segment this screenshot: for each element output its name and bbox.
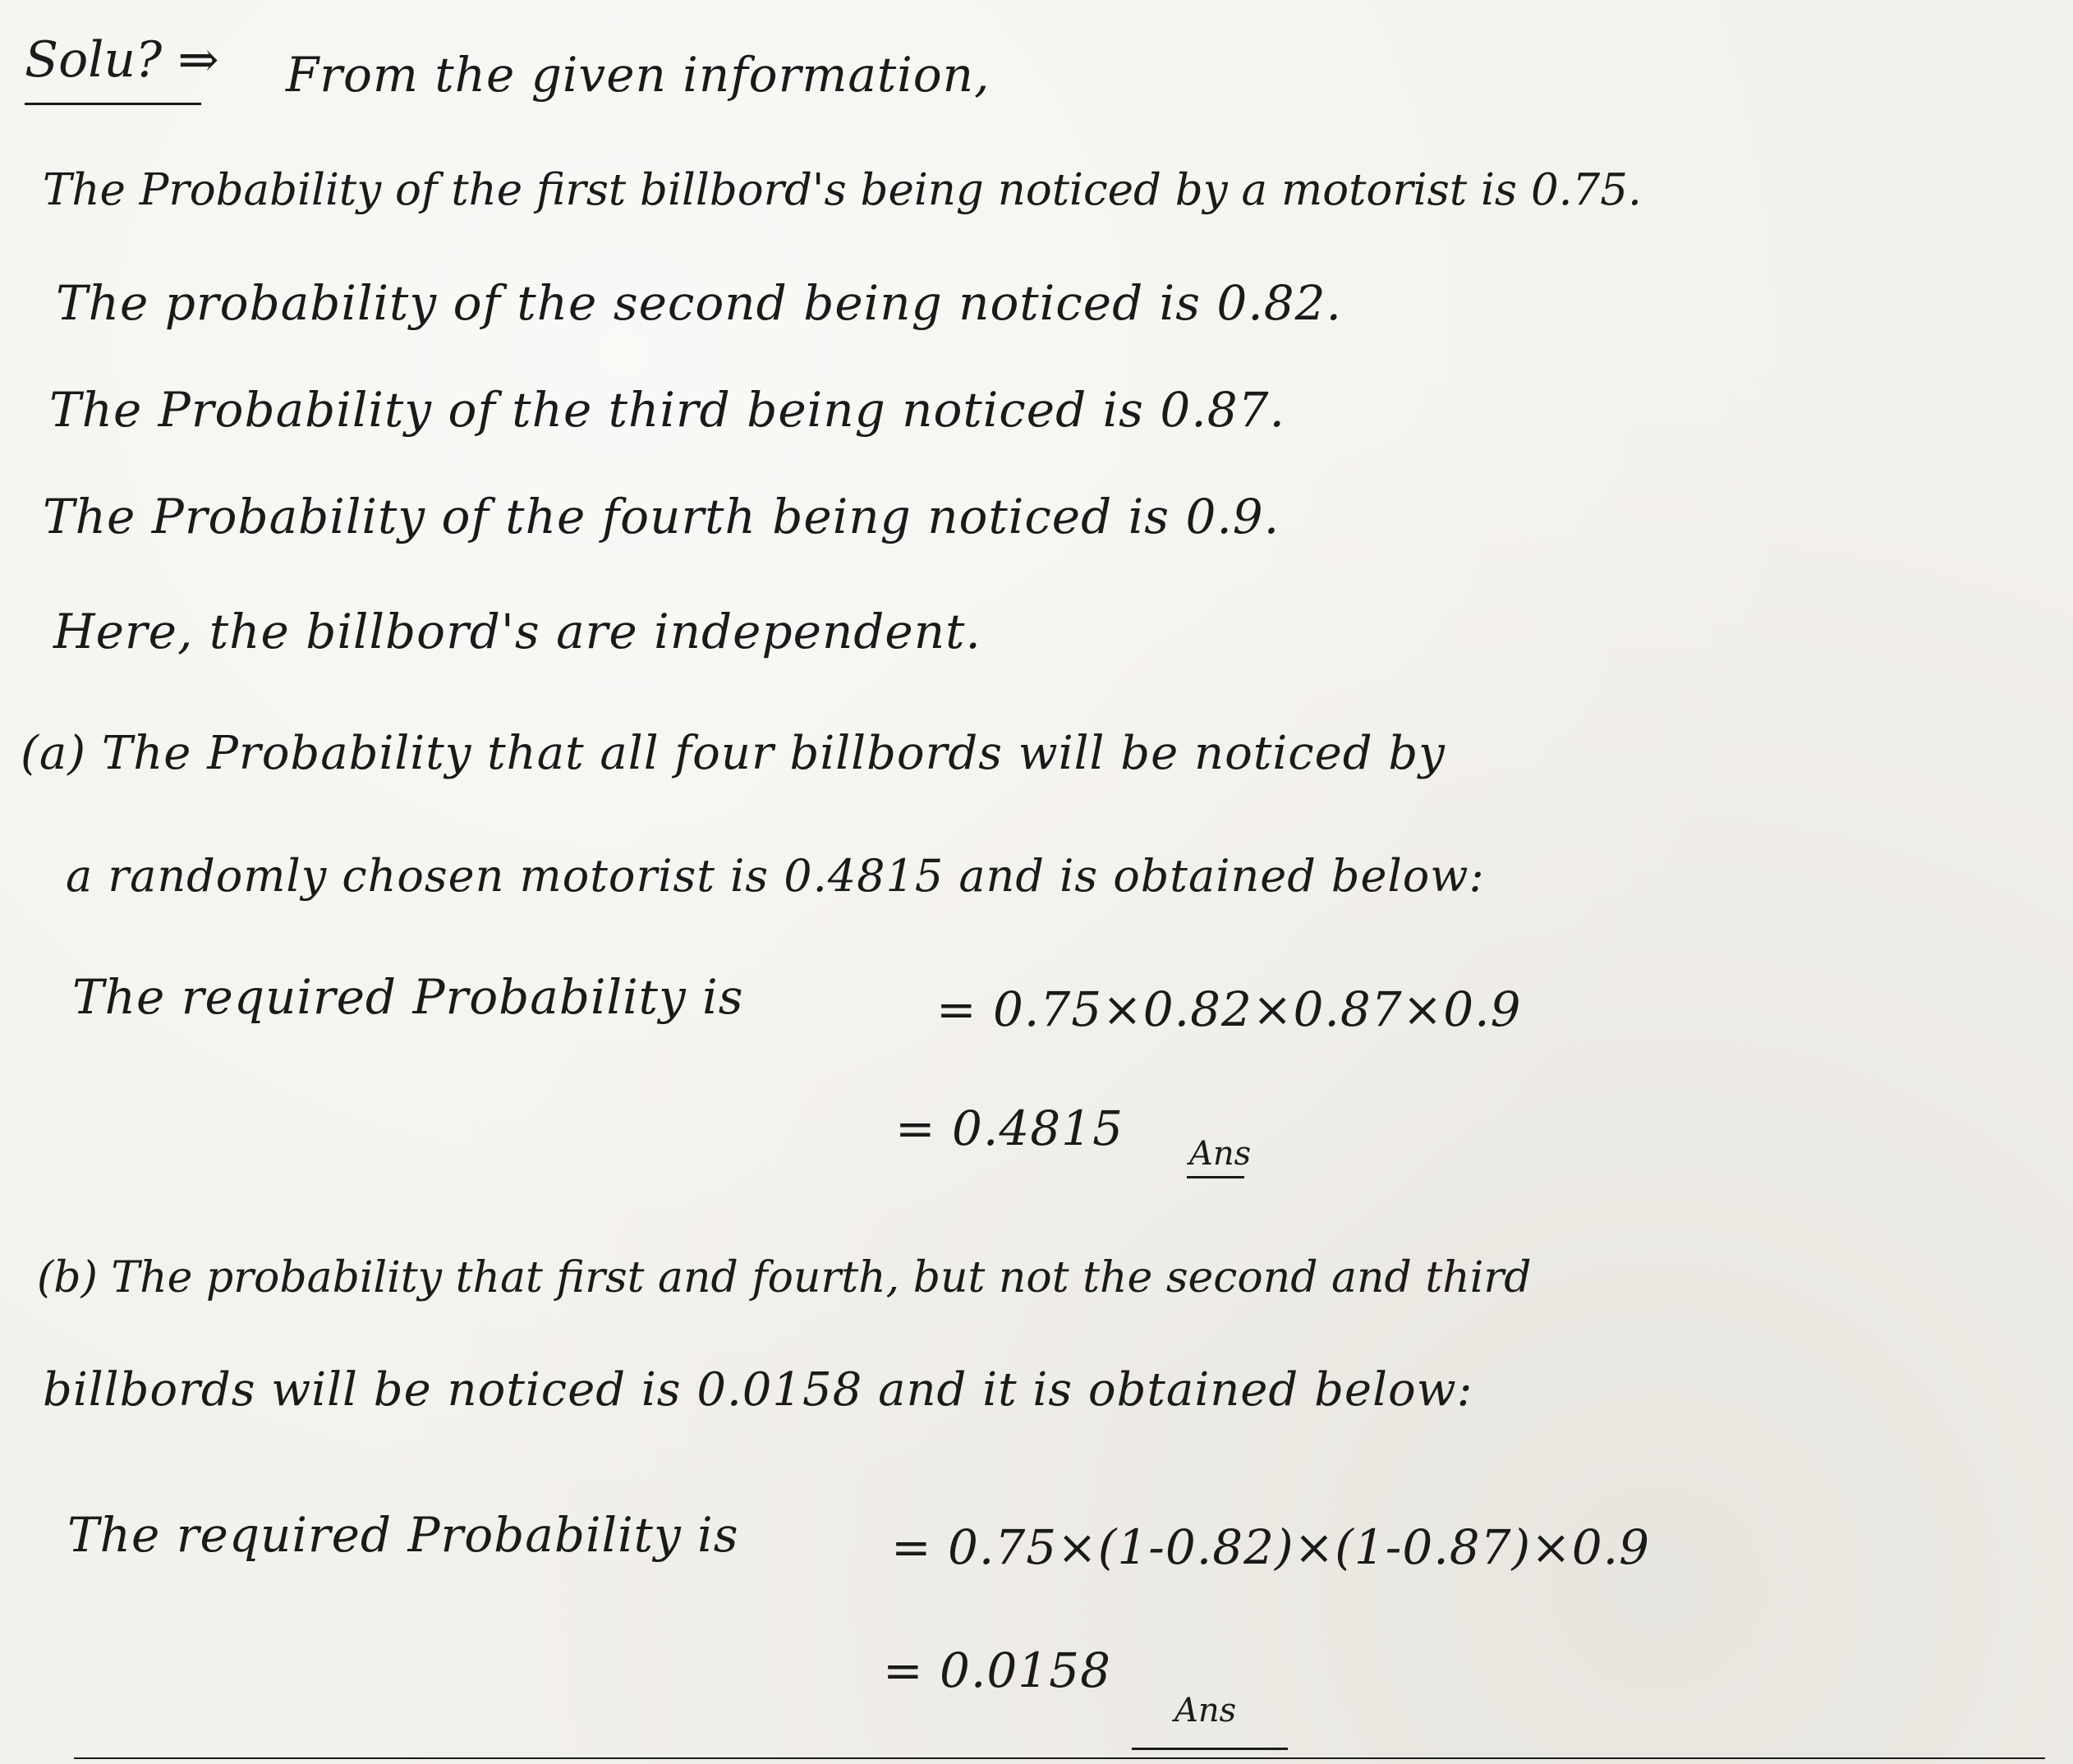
part-a-statement-line-1: (a) The Probability that all four billbords will be noticed by <box>21 727 1446 780</box>
given-line-5: Here, the billbord's are independent. <box>53 604 981 659</box>
part-a-answer-mark: Ans <box>1189 1135 1252 1173</box>
given-line-4: The Probability of the fourth being noticed is 0.9. <box>43 489 1280 544</box>
given-line-3: The Probability of the third being noticed is 0.87. <box>49 382 1285 438</box>
part-b-statement-line-1: (b) The probability that first and fourth, but not the second and third <box>37 1253 1532 1302</box>
solution-label-text: Solu? <box>25 31 163 89</box>
part-a-answer-underline <box>1187 1176 1244 1178</box>
part-b-statement-line-2: billbords will be noticed is 0.0158 and it is obtained below: <box>43 1363 1473 1417</box>
implies-arrow: ⇒ <box>177 31 219 89</box>
part-b-equation-label: The required Probability is <box>67 1507 739 1563</box>
solution-label-underline <box>25 103 201 105</box>
page-bottom-rule <box>74 1757 2045 1759</box>
part-b-answer-underline <box>1132 1748 1288 1750</box>
part-a-statement-line-2: a randomly chosen motorist is 0.4815 and is obtained below: <box>66 850 1485 902</box>
intro-line: From the given information, <box>286 47 991 103</box>
part-b-result: = 0.0158 <box>883 1642 1111 1698</box>
given-line-2: The probability of the second being noticed is 0.82. <box>56 275 1342 331</box>
given-line-1: The Probability of the first billbord's being noticed by a motorist is 0.75. <box>43 165 1642 215</box>
part-a-equation: = 0.75×0.82×0.87×0.9 <box>936 981 1522 1037</box>
part-a-result: = 0.4815 <box>895 1100 1124 1156</box>
part-b-answer-mark: Ans <box>1174 1692 1237 1730</box>
part-a-equation-label: The required Probability is <box>72 969 744 1025</box>
part-b-equation: = 0.75×(1-0.82)×(1-0.87)×0.9 <box>891 1519 1650 1575</box>
solution-label <box>25 31 219 89</box>
